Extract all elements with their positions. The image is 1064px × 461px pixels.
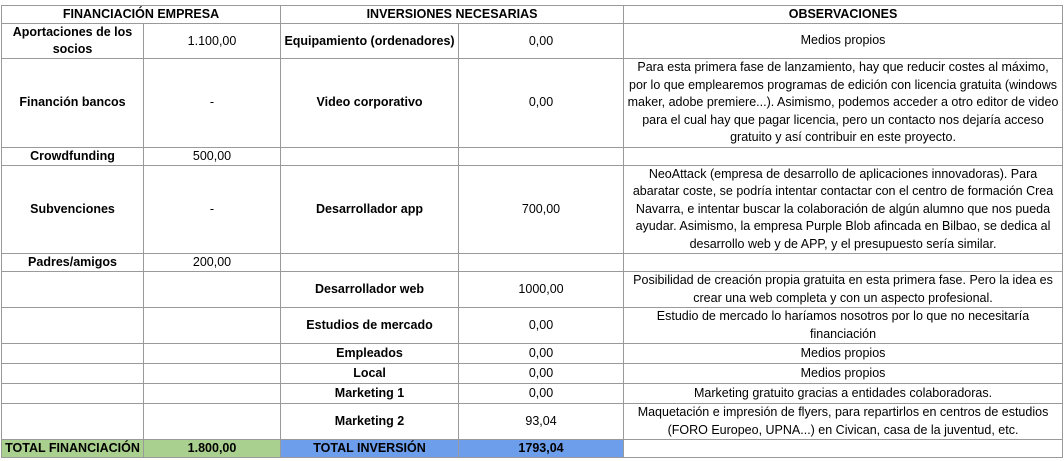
table-row: [2, 165, 1063, 254]
header-financiacion: FINANCIACIÓN EMPRESA: [2, 6, 281, 24]
inv-value-cell: 93,04: [459, 404, 624, 440]
obs-cell: Medios propios: [624, 24, 1063, 59]
table-row: [2, 24, 1063, 59]
fin-label-cell: Padres/amigos: [2, 254, 144, 272]
fin-label-cell: [2, 308, 144, 344]
fin-value-cell: -: [144, 165, 281, 254]
inv-label-cell: Equipamiento (ordenadores): [281, 24, 459, 59]
inv-value-cell: 0,00: [459, 384, 624, 404]
fin-label-cell: [2, 384, 144, 404]
header-observaciones: OBSERVACIONES: [624, 6, 1063, 24]
obs-cell: [624, 254, 1063, 272]
fin-value-cell: [144, 404, 281, 440]
inv-label-cell: [281, 254, 459, 272]
obs-cell: Medios propios: [624, 364, 1063, 384]
fin-label-cell: [2, 404, 144, 440]
fin-label-cell: [2, 364, 144, 384]
inv-value-cell: 0,00: [459, 59, 624, 148]
totals-obs-cell: [624, 440, 1063, 458]
obs-cell: Maquetación e impresión de flyers, para repartirlos en centros de estudios (FORO Europeo, UPNA...) en Civican, casa de la juventud, etc.: [624, 404, 1063, 440]
fin-value-cell: 500,00: [144, 147, 281, 165]
fin-value-cell: [144, 308, 281, 344]
inv-label-cell: Desarrollador app: [281, 165, 459, 254]
inv-label-cell: Desarrollador web: [281, 272, 459, 308]
table-row: [2, 59, 1063, 148]
fin-label-cell: Aportaciones de los socios: [2, 24, 144, 59]
table-row: [2, 384, 1063, 404]
table-row: [2, 404, 1063, 440]
table-row: [2, 308, 1063, 344]
fin-value-cell: -: [144, 59, 281, 148]
budget-table: [1, 5, 1063, 458]
inv-label-cell: Marketing 1: [281, 384, 459, 404]
obs-cell: NeoAttack (empresa de desarrollo de aplicaciones innovadoras). Para abaratar coste, se podría intentar contactar con el centro de formación Crea Navarra, e intentar buscar la colaboración de algún alumno que nos pueda ayudar. Asimismo, la empresa Purple Blob afincada en Bilbao, se dedica al desarrollo web y de APP, y el presupuesto sería similar.: [624, 165, 1063, 254]
inv-value-cell: [459, 254, 624, 272]
total-financiacion-value: 1.800,00: [144, 440, 281, 458]
inv-label-cell: Local: [281, 364, 459, 384]
fin-value-cell: [144, 364, 281, 384]
fin-value-cell: 1.100,00: [144, 24, 281, 59]
table-row: [2, 272, 1063, 308]
fin-label-cell: [2, 272, 144, 308]
total-inversion-label: TOTAL INVERSIÓN: [281, 440, 459, 458]
fin-value-cell: [144, 344, 281, 364]
obs-cell: Medios propios: [624, 344, 1063, 364]
header-inversiones: INVERSIONES NECESARIAS: [281, 6, 624, 24]
total-inversion-value: 1793,04: [459, 440, 624, 458]
obs-cell: Marketing gratuito gracias a entidades colaboradoras.: [624, 384, 1063, 404]
inv-value-cell: 0,00: [459, 24, 624, 59]
table-row: [2, 254, 1063, 272]
fin-value-cell: [144, 272, 281, 308]
total-financiacion-label: TOTAL FINANCIACIÓN: [2, 440, 144, 458]
inv-label-cell: Estudios de mercado: [281, 308, 459, 344]
inv-label-cell: [281, 147, 459, 165]
inv-label-cell: Video corporativo: [281, 59, 459, 148]
header-row: [2, 6, 1063, 24]
fin-label-cell: Crowdfunding: [2, 147, 144, 165]
fin-value-cell: 200,00: [144, 254, 281, 272]
table-row: [2, 147, 1063, 165]
totals-row: [2, 440, 1063, 458]
inv-value-cell: 0,00: [459, 308, 624, 344]
obs-cell: [624, 147, 1063, 165]
fin-value-cell: [144, 384, 281, 404]
inv-value-cell: 0,00: [459, 344, 624, 364]
obs-cell: Posibilidad de creación propia gratuita en esta primera fase. Pero la idea es crear una web completa y con un aspecto profesional.: [624, 272, 1063, 308]
inv-value-cell: [459, 147, 624, 165]
inv-label-cell: Empleados: [281, 344, 459, 364]
fin-label-cell: Financión bancos: [2, 59, 144, 148]
obs-cell: Estudio de mercado lo haríamos nosotros por lo que no necesitaría financiación: [624, 308, 1063, 344]
inv-value-cell: 1000,00: [459, 272, 624, 308]
inv-value-cell: 700,00: [459, 165, 624, 254]
fin-label-cell: Subvenciones: [2, 165, 144, 254]
obs-cell: Para esta primera fase de lanzamiento, hay que reducir costes al máximo, por lo que emplearemos programas de edición con licencia gratuita (windows maker, adobe premiere...). Asimismo, podemos acceder a otro editor de video para el cual hay que pagar licencia, pero un contacto nos dejaría acceso gratuito y así contribuir en este proyecto.: [624, 59, 1063, 148]
table-row: [2, 364, 1063, 384]
inv-label-cell: Marketing 2: [281, 404, 459, 440]
fin-label-cell: [2, 344, 144, 364]
inv-value-cell: 0,00: [459, 364, 624, 384]
table-row: [2, 344, 1063, 364]
